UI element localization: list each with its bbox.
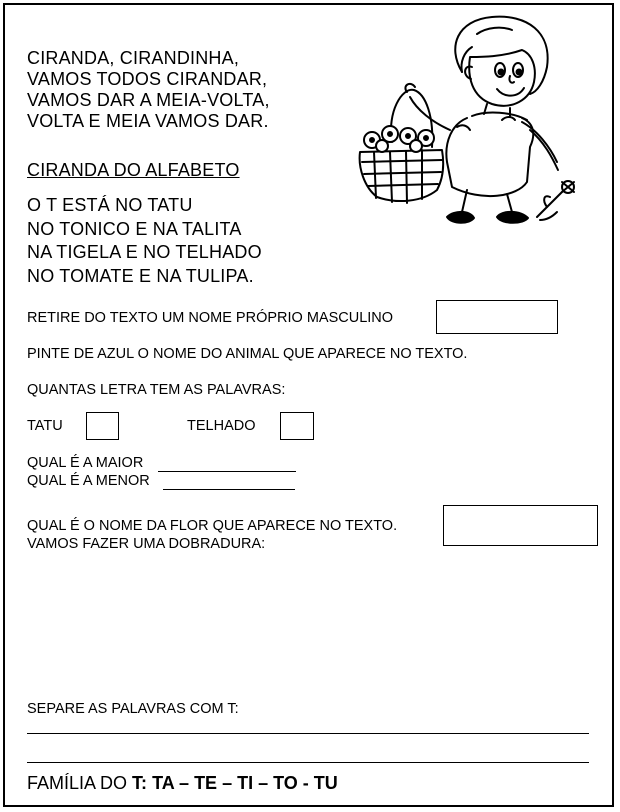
stanza-1 [27,48,270,132]
poem-subtitle: CIRANDA DO ALFABETO [27,160,240,180]
instruction-origami: VAMOS FAZER UMA DOBRADURA: [27,536,266,552]
question-smallest: QUAL É A MENOR [27,473,150,489]
footer-label: FAMÍLIA DO [27,773,128,793]
answer-box-flower[interactable] [443,505,598,546]
question-animal: PINTE DE AZUL O NOME DO ANIMAL QUE APARECE NO TEXTO. [27,346,468,362]
footer-letter: T: [132,773,148,793]
question-flower: QUAL É O NOME DA FLOR QUE APARECE NO TEXTO. [27,518,398,534]
footer-syllables: TA – TE – TI – TO - TU [152,773,338,793]
girl-with-flower-basket-icon [352,12,582,237]
answer-line-biggest[interactable] [158,471,296,472]
question-letter-count: QUANTAS LETRA TEM AS PALAVRAS: [27,382,286,398]
answer-box-masculine-name[interactable] [436,300,558,334]
word-telhado: TELHADO [187,418,256,434]
question-masculine-name: RETIRE DO TEXTO UM NOME PRÓPRIO MASCULINO [27,310,394,326]
word-tatu: TATU [27,418,63,434]
answer-line-smallest[interactable] [163,489,295,490]
answer-box-telhado[interactable] [280,412,314,440]
verse-line: NO TOMATE E NA TULIPA. [27,265,254,286]
question-separate-words: SEPARE AS PALAVRAS COM T: [27,701,239,717]
answer-line-2[interactable] [27,762,589,763]
verse-line: VOLTA E MEIA VAMOS DAR. [27,111,269,131]
footer-family [27,773,338,794]
answer-line-1[interactable] [27,733,589,734]
stanza-2 [27,194,262,288]
verse-line: NA TIGELA E NO TELHADO [27,242,262,262]
verse-line: NO TONICO E NA TALITA [27,218,242,239]
verse-line: CIRANDA, CIRANDINHA, [27,48,240,68]
question-biggest: QUAL É A MAIOR [27,455,144,471]
verse-line: VAMOS DAR A MEIA-VOLTA, [27,90,270,110]
verse-line: VAMOS TODOS CIRANDAR, [27,69,268,89]
verse-line: O T ESTÁ NO TATU [27,195,193,215]
answer-box-tatu[interactable] [86,412,119,440]
